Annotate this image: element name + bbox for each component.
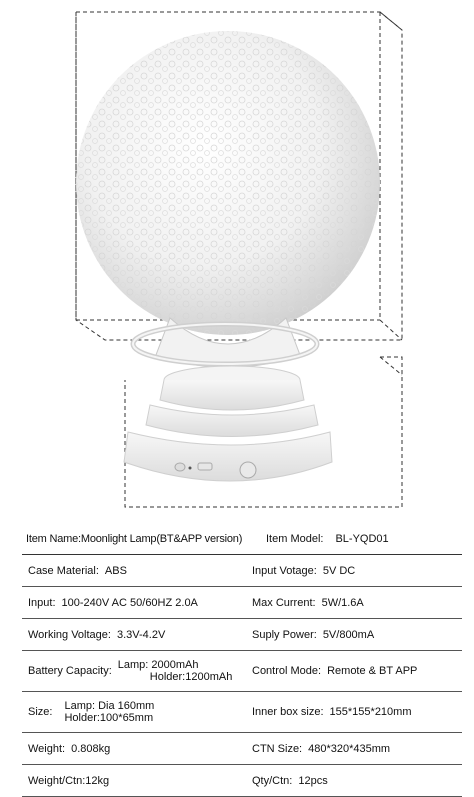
control-mode	[252, 651, 417, 691]
spec-label: CTN Size:	[252, 742, 303, 755]
spec-row	[22, 692, 462, 733]
item-model	[266, 524, 389, 554]
spec-row	[22, 651, 462, 692]
spec-value: 12kg	[85, 774, 110, 787]
spec-value: 5V/800mA	[322, 628, 375, 641]
spec-row	[22, 765, 462, 797]
spec-value-line: Lamp: Dia 160mm	[64, 700, 155, 712]
spec-value: 480*320*435mm	[308, 742, 391, 755]
item-name	[26, 524, 242, 554]
spec-label: Size:	[28, 706, 53, 718]
input-voltage	[252, 555, 355, 586]
battery-capacity	[28, 651, 232, 691]
spec-row	[22, 733, 462, 765]
spec-row	[22, 619, 462, 651]
spec-row	[22, 587, 462, 619]
spec-value: 0.808kg	[71, 742, 111, 755]
max-current	[252, 587, 364, 618]
spec-value: 3.3V-4.2V	[116, 628, 166, 641]
weight	[28, 733, 110, 764]
input	[28, 587, 198, 618]
qty-ctn	[252, 765, 328, 796]
spec-label: Max Current:	[252, 596, 316, 609]
spec-row	[22, 555, 462, 587]
spec-label: Qty/Ctn:	[252, 774, 293, 787]
spec-value: ABS	[104, 564, 127, 577]
spec-label: Battery Capacity:	[28, 665, 112, 677]
spec-value: 100-240V AC 50/60HZ 2.0A	[61, 596, 198, 609]
spec-value: 12pcs	[298, 774, 328, 787]
spec-label: Working Voltage:	[28, 628, 111, 641]
spec-value-line: Lamp: 2000mAh	[117, 659, 199, 671]
size	[28, 692, 154, 732]
spec-value: 5W/1.6A	[321, 596, 364, 609]
case-material	[28, 555, 127, 586]
item-model-value: BL-YQD01	[335, 533, 389, 545]
spec-row-item	[22, 524, 462, 555]
supply-power	[252, 619, 374, 650]
weight-ctn	[28, 765, 109, 796]
ctn-size	[252, 733, 390, 764]
item-name-label: Item Name:	[26, 533, 81, 545]
spec-value: 155*155*210mm	[329, 706, 412, 718]
working-voltage	[28, 619, 165, 650]
spec-value-line: Holder:1200mAh	[149, 671, 233, 683]
inner-box-size	[252, 692, 412, 732]
spec-value-line: Holder:100*65mm	[64, 712, 154, 724]
spec-label: Input Votage:	[252, 564, 317, 577]
spec-value: 5V DC	[322, 564, 356, 577]
spec-label: Weight:	[28, 742, 66, 755]
spec-label: Control Mode:	[252, 665, 322, 677]
lamp-base	[124, 366, 332, 481]
spec-label: Input:	[28, 596, 56, 609]
spec-value: Remote & BT APP	[327, 665, 418, 677]
spec-label: Inner box size:	[252, 706, 324, 718]
item-model-label: Item Model:	[266, 533, 324, 545]
spec-label: Case Material:	[28, 564, 99, 577]
spec-label: Suply Power:	[252, 628, 317, 641]
spec-sheet	[22, 524, 462, 797]
spec-label: Weight/Ctn:	[28, 774, 86, 787]
item-name-value: Moonlight Lamp(BT&APP version)	[80, 533, 243, 545]
